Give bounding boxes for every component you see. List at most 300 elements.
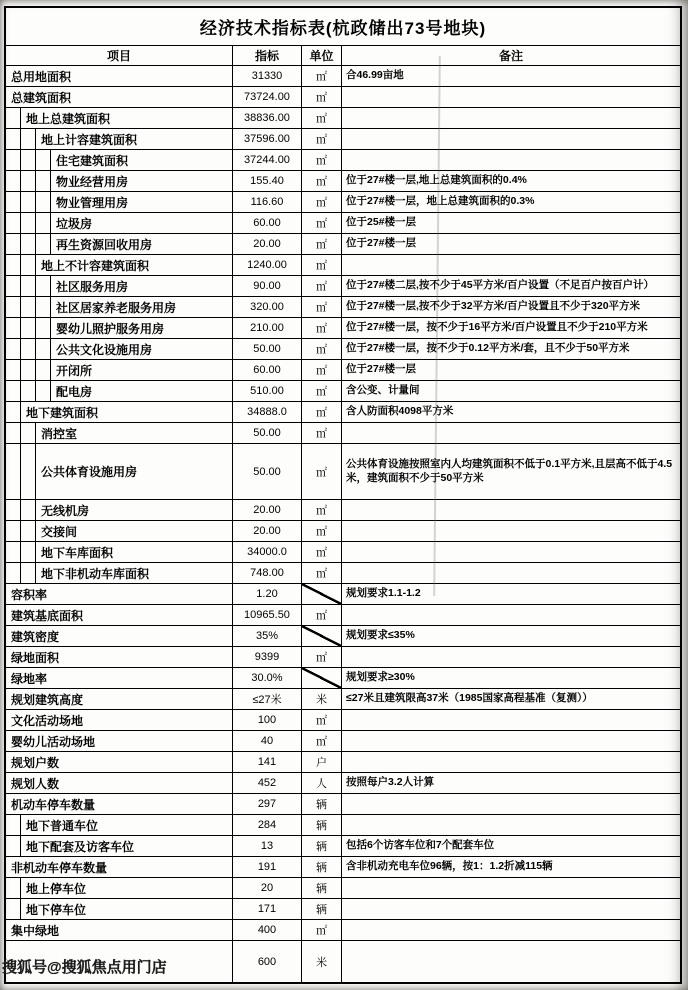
row-label: 婴幼儿照护服务用房 <box>56 321 165 336</box>
indent-line <box>6 150 21 170</box>
item-cell <box>6 339 232 359</box>
row-value: 60.00 <box>232 360 301 380</box>
row-value: 50.00 <box>232 339 301 359</box>
row-value: 31330 <box>232 66 301 86</box>
item-cell <box>6 444 232 499</box>
row-unit: ㎡ <box>301 731 341 751</box>
item-cell <box>6 423 232 443</box>
item-cell <box>6 318 232 338</box>
item-cell <box>6 857 232 877</box>
row-value: 13 <box>232 836 301 856</box>
row-remark <box>341 752 680 772</box>
watermark-text: 搜狐号@搜狐焦点用门店 <box>2 959 167 976</box>
table-row <box>6 107 680 128</box>
row-label: 总用地面积 <box>11 69 72 84</box>
indent-line <box>21 171 36 191</box>
indent-line <box>6 234 21 254</box>
row-remark: 按照每户3.2人计算 <box>341 773 680 793</box>
row-label: 婴幼儿活动场地 <box>11 734 96 749</box>
row-remark <box>341 87 680 107</box>
item-cell <box>6 171 232 191</box>
row-remark <box>341 129 680 149</box>
indent-line <box>6 563 21 583</box>
table-row <box>6 856 680 877</box>
row-unit: 户 <box>301 752 341 772</box>
row-value: 34000.0 <box>232 542 301 562</box>
row-label: 规划户数 <box>11 755 60 770</box>
row-remark <box>341 500 680 520</box>
row-remark: 位于27#楼一层，地上总建筑面积的0.3% <box>341 192 680 212</box>
row-remark <box>341 647 680 667</box>
row-remark <box>341 878 680 898</box>
row-label: 地上总建筑面积 <box>26 111 111 126</box>
row-value: 30.0% <box>232 668 301 688</box>
indent-line <box>21 276 36 296</box>
row-label: 文化活动场地 <box>11 713 84 728</box>
row-unit: ㎡ <box>301 87 341 107</box>
col-header-item: 项目 <box>106 49 131 63</box>
row-label: 配电房 <box>56 384 93 399</box>
table-row <box>6 604 680 625</box>
row-label: 住宅建筑面积 <box>56 153 129 168</box>
table-row <box>6 212 680 233</box>
row-value: 10965.50 <box>232 605 301 625</box>
indent-line <box>6 213 21 233</box>
item-cell <box>6 773 232 793</box>
row-unit: 辆 <box>301 857 341 877</box>
row-unit-slash <box>301 584 341 604</box>
indent-line <box>36 297 51 317</box>
table-row <box>6 898 680 919</box>
row-label: 规划人数 <box>11 776 60 791</box>
table-title: 经济技术指标表(杭政储出73号地块) <box>199 19 487 38</box>
row-unit: 辆 <box>301 878 341 898</box>
indent-line <box>6 129 21 149</box>
row-unit: ㎡ <box>301 339 341 359</box>
row-remark <box>341 815 680 835</box>
indent-line <box>6 444 21 499</box>
item-cell <box>6 500 232 520</box>
indent-line <box>6 402 21 422</box>
table-row <box>6 919 680 940</box>
indent-line <box>6 815 21 835</box>
indent-line <box>36 276 51 296</box>
row-value: 90.00 <box>232 276 301 296</box>
table-row <box>6 422 680 443</box>
item-cell <box>6 108 232 128</box>
row-unit: ㎡ <box>301 605 341 625</box>
item-cell <box>6 626 232 646</box>
indent-line <box>21 500 36 520</box>
indent-line <box>21 318 36 338</box>
row-unit: ㎡ <box>301 255 341 275</box>
row-remark <box>341 605 680 625</box>
row-value: 9399 <box>232 647 301 667</box>
table-row <box>6 254 680 275</box>
row-value: 37244.00 <box>232 150 301 170</box>
item-cell <box>6 521 232 541</box>
row-label: 地下停车位 <box>26 902 87 917</box>
item-cell <box>6 752 232 772</box>
row-remark <box>341 899 680 919</box>
row-value: 73724.00 <box>232 87 301 107</box>
row-value: 20.00 <box>232 234 301 254</box>
indent-line <box>36 339 51 359</box>
row-value: ≤27米 <box>232 689 301 709</box>
row-unit: 辆 <box>301 899 341 919</box>
row-remark: 位于27#楼二层,按不少于45平方米/百户设置（不足百户按百户计） <box>341 276 680 296</box>
row-value: 297 <box>232 794 301 814</box>
row-remark <box>341 521 680 541</box>
table-row <box>6 443 680 499</box>
indent-line <box>6 318 21 338</box>
row-unit: 人 <box>301 773 341 793</box>
row-value: 141 <box>232 752 301 772</box>
row-unit: ㎡ <box>301 381 341 401</box>
row-unit-slash <box>301 626 341 646</box>
row-unit: ㎡ <box>301 129 341 149</box>
row-unit: 米 <box>301 689 341 709</box>
row-remark <box>341 710 680 730</box>
row-remark <box>341 941 680 982</box>
indent-line <box>21 444 36 499</box>
row-remark: 规划要求≥30% <box>341 668 680 688</box>
table-row <box>6 772 680 793</box>
indent-line <box>6 360 21 380</box>
row-remark <box>341 542 680 562</box>
row-label: 无线机房 <box>41 503 90 518</box>
row-unit: ㎡ <box>301 920 341 940</box>
item-cell <box>6 710 232 730</box>
row-label: 物业经营用房 <box>56 174 129 189</box>
row-value: 210.00 <box>232 318 301 338</box>
item-cell <box>6 360 232 380</box>
item-cell <box>6 836 232 856</box>
row-remark <box>341 423 680 443</box>
table-header-row <box>6 45 680 65</box>
item-cell <box>6 129 232 149</box>
row-label: 社区居家养老服务用房 <box>56 300 177 315</box>
table-row <box>6 541 680 562</box>
row-remark: 位于27#楼一层 <box>341 360 680 380</box>
row-value: 100 <box>232 710 301 730</box>
row-value: 284 <box>232 815 301 835</box>
row-unit: 辆 <box>301 815 341 835</box>
row-value: 38836.00 <box>232 108 301 128</box>
row-unit: 辆 <box>301 836 341 856</box>
table-row <box>6 338 680 359</box>
indent-line <box>21 213 36 233</box>
item-cell <box>6 920 232 940</box>
indent-line <box>6 542 21 562</box>
row-label: 非机动车停车数量 <box>11 860 108 875</box>
indent-line <box>6 108 21 128</box>
row-label: 开闭所 <box>56 363 93 378</box>
row-label: 垃圾房 <box>56 216 93 231</box>
row-remark: ≤27米且建筑限高37米（1985国家高程基准（复测）） <box>341 689 680 709</box>
row-value: 20.00 <box>232 521 301 541</box>
item-cell <box>6 234 232 254</box>
row-unit: ㎡ <box>301 66 341 86</box>
row-unit: ㎡ <box>301 402 341 422</box>
row-value: 60.00 <box>232 213 301 233</box>
row-unit: 辆 <box>301 794 341 814</box>
row-unit: ㎡ <box>301 276 341 296</box>
row-remark <box>341 794 680 814</box>
row-remark <box>341 108 680 128</box>
indent-line <box>21 563 36 583</box>
indent-line <box>6 500 21 520</box>
table-row <box>6 86 680 107</box>
row-label: 地上停车位 <box>26 881 87 896</box>
item-cell <box>6 542 232 562</box>
row-unit: ㎡ <box>301 213 341 233</box>
table-row <box>6 149 680 170</box>
item-cell <box>6 297 232 317</box>
row-value: 320.00 <box>232 297 301 317</box>
row-unit: ㎡ <box>301 563 341 583</box>
row-unit: ㎡ <box>301 318 341 338</box>
row-unit: ㎡ <box>301 360 341 380</box>
item-cell <box>6 255 232 275</box>
item-cell <box>6 815 232 835</box>
indent-line <box>36 234 51 254</box>
row-value: 1240.00 <box>232 255 301 275</box>
table-row <box>6 170 680 191</box>
row-remark: 位于25#楼一层 <box>341 213 680 233</box>
row-value: 600 <box>232 941 301 982</box>
indent-line <box>36 360 51 380</box>
row-unit: ㎡ <box>301 423 341 443</box>
row-remark: 包括6个访客车位和7个配套车位 <box>341 836 680 856</box>
row-unit: ㎡ <box>301 150 341 170</box>
row-unit: ㎡ <box>301 192 341 212</box>
row-value: 191 <box>232 857 301 877</box>
col-header-unit: 单位 <box>301 46 341 65</box>
item-cell <box>6 563 232 583</box>
indent-line <box>21 192 36 212</box>
row-unit: ㎡ <box>301 542 341 562</box>
item-cell <box>6 66 232 86</box>
indent-line <box>21 381 36 401</box>
table-row <box>6 688 680 709</box>
row-remark: 公共体育设施按照室内人均建筑面积不低于0.1平方米,且层高不低于4.5米，建筑面积不少于50平方米 <box>341 444 680 499</box>
table-row <box>6 562 680 583</box>
table-row <box>6 793 680 814</box>
item-cell <box>6 647 232 667</box>
table-row <box>6 520 680 541</box>
row-remark <box>341 255 680 275</box>
item-cell <box>6 192 232 212</box>
row-unit: ㎡ <box>301 171 341 191</box>
table-row <box>6 296 680 317</box>
table-row <box>6 646 680 667</box>
row-label: 地下配套及访客车位 <box>26 839 135 854</box>
row-label: 交接间 <box>41 524 78 539</box>
row-value: 20.00 <box>232 500 301 520</box>
indent-line <box>36 381 51 401</box>
row-label: 地上计容建筑面积 <box>41 132 138 147</box>
item-cell <box>6 668 232 688</box>
row-unit: ㎡ <box>301 297 341 317</box>
row-label: 集中绿地 <box>11 923 60 938</box>
row-value: 452 <box>232 773 301 793</box>
row-remark <box>341 920 680 940</box>
table-row <box>6 625 680 646</box>
row-value: 116.60 <box>232 192 301 212</box>
indent-line <box>21 360 36 380</box>
row-remark: 合46.99亩地 <box>341 66 680 86</box>
economic-indicator-table <box>4 6 682 984</box>
row-unit: ㎡ <box>301 444 341 499</box>
indent-line <box>6 381 21 401</box>
row-remark: 位于27#楼一层,地上总建筑面积的0.4% <box>341 171 680 191</box>
table-row <box>6 709 680 730</box>
table-row <box>6 751 680 772</box>
row-label: 地下普通车位 <box>26 818 99 833</box>
row-remark <box>341 563 680 583</box>
table-row <box>6 233 680 254</box>
table-row <box>6 401 680 422</box>
row-label: 绿地率 <box>11 671 48 686</box>
table-row <box>6 730 680 751</box>
row-label: 公共文化设施用房 <box>56 342 153 357</box>
table-row <box>6 380 680 401</box>
row-remark: 位于27#楼一层,按不少于32平方米/百户设置且不少于320平方米 <box>341 297 680 317</box>
indent-line <box>6 255 21 275</box>
item-cell <box>6 276 232 296</box>
item-cell <box>6 87 232 107</box>
table-row <box>6 835 680 856</box>
row-value: 37596.00 <box>232 129 301 149</box>
item-cell <box>6 213 232 233</box>
row-label: 建筑基底面积 <box>11 608 84 623</box>
indent-line <box>21 423 36 443</box>
row-unit: ㎡ <box>301 500 341 520</box>
row-value: 171 <box>232 899 301 919</box>
row-value: 50.00 <box>232 444 301 499</box>
table-row <box>6 317 680 338</box>
indent-line <box>21 339 36 359</box>
indent-line <box>6 423 21 443</box>
indent-line <box>6 521 21 541</box>
item-cell <box>6 381 232 401</box>
table-row <box>6 499 680 520</box>
indent-line <box>21 542 36 562</box>
table-row <box>6 191 680 212</box>
row-label: 绿地面积 <box>11 650 60 665</box>
indent-line <box>6 878 21 898</box>
row-remark: 规划要求1.1-1.2 <box>341 584 680 604</box>
row-value: 35% <box>232 626 301 646</box>
row-label: 地下非机动车库面积 <box>41 566 150 581</box>
row-label: 消控室 <box>41 426 78 441</box>
row-value: 155.40 <box>232 171 301 191</box>
row-value: 1.20 <box>232 584 301 604</box>
indent-line <box>6 171 21 191</box>
indent-line <box>21 150 36 170</box>
row-label: 建筑密度 <box>11 629 60 644</box>
row-unit: ㎡ <box>301 521 341 541</box>
item-cell <box>6 878 232 898</box>
row-remark <box>341 150 680 170</box>
item-cell <box>6 731 232 751</box>
row-unit: ㎡ <box>301 710 341 730</box>
table-row <box>6 359 680 380</box>
row-label: 社区服务用房 <box>56 279 129 294</box>
row-value: 50.00 <box>232 423 301 443</box>
row-label: 物业管理用房 <box>56 195 129 210</box>
indent-line <box>36 213 51 233</box>
row-remark <box>341 731 680 751</box>
indent-line <box>6 339 21 359</box>
indent-line <box>36 150 51 170</box>
table-row <box>6 877 680 898</box>
row-label: 地上不计容建筑面积 <box>41 258 150 273</box>
row-value: 400 <box>232 920 301 940</box>
indent-line <box>21 234 36 254</box>
row-value: 20 <box>232 878 301 898</box>
indent-line <box>6 836 21 856</box>
indent-line <box>6 899 21 919</box>
item-cell <box>6 794 232 814</box>
indent-line <box>6 276 21 296</box>
row-remark: 含非机动充电车位96辆，按1：1.2折减115辆 <box>341 857 680 877</box>
item-cell <box>6 689 232 709</box>
table-row <box>6 583 680 604</box>
row-value: 34888.0 <box>232 402 301 422</box>
indent-line <box>6 297 21 317</box>
row-label: 地下建筑面积 <box>26 405 99 420</box>
item-cell <box>6 150 232 170</box>
row-label: 容积率 <box>11 587 48 602</box>
row-unit-slash <box>301 668 341 688</box>
row-unit: ㎡ <box>301 108 341 128</box>
item-cell <box>6 402 232 422</box>
indent-line <box>21 129 36 149</box>
indent-line <box>6 192 21 212</box>
row-label: 地下车库面积 <box>41 545 114 560</box>
row-value: 40 <box>232 731 301 751</box>
item-cell <box>6 605 232 625</box>
row-remark: 位于27#楼一层，按不少于16平方米/百户设置且不少于210平方米 <box>341 318 680 338</box>
indent-line <box>36 318 51 338</box>
item-cell <box>6 584 232 604</box>
row-label: 总建筑面积 <box>11 90 72 105</box>
table-row <box>6 128 680 149</box>
row-unit: ㎡ <box>301 234 341 254</box>
table-body <box>6 65 680 982</box>
row-remark: 位于27#楼一层 <box>341 234 680 254</box>
col-header-remark: 备注 <box>341 46 680 65</box>
indent-line <box>36 171 51 191</box>
table-row <box>6 65 680 86</box>
row-value: 748.00 <box>232 563 301 583</box>
table-row <box>6 814 680 835</box>
indent-line <box>21 521 36 541</box>
row-label: 规划建筑高度 <box>11 692 84 707</box>
row-remark: 位于27#楼一层，按不少于0.12平方米/套，且不少于50平方米 <box>341 339 680 359</box>
row-remark: 含人防面积4098平方米 <box>341 402 680 422</box>
table-row <box>6 275 680 296</box>
item-cell <box>6 899 232 919</box>
row-label: 再生资源回收用房 <box>56 237 153 252</box>
row-unit: 米 <box>301 941 341 982</box>
row-remark: 规划要求≤35% <box>341 626 680 646</box>
indent-line <box>21 297 36 317</box>
row-label: 公共体育设施用房 <box>41 465 138 479</box>
col-header-value: 指标 <box>232 46 301 65</box>
